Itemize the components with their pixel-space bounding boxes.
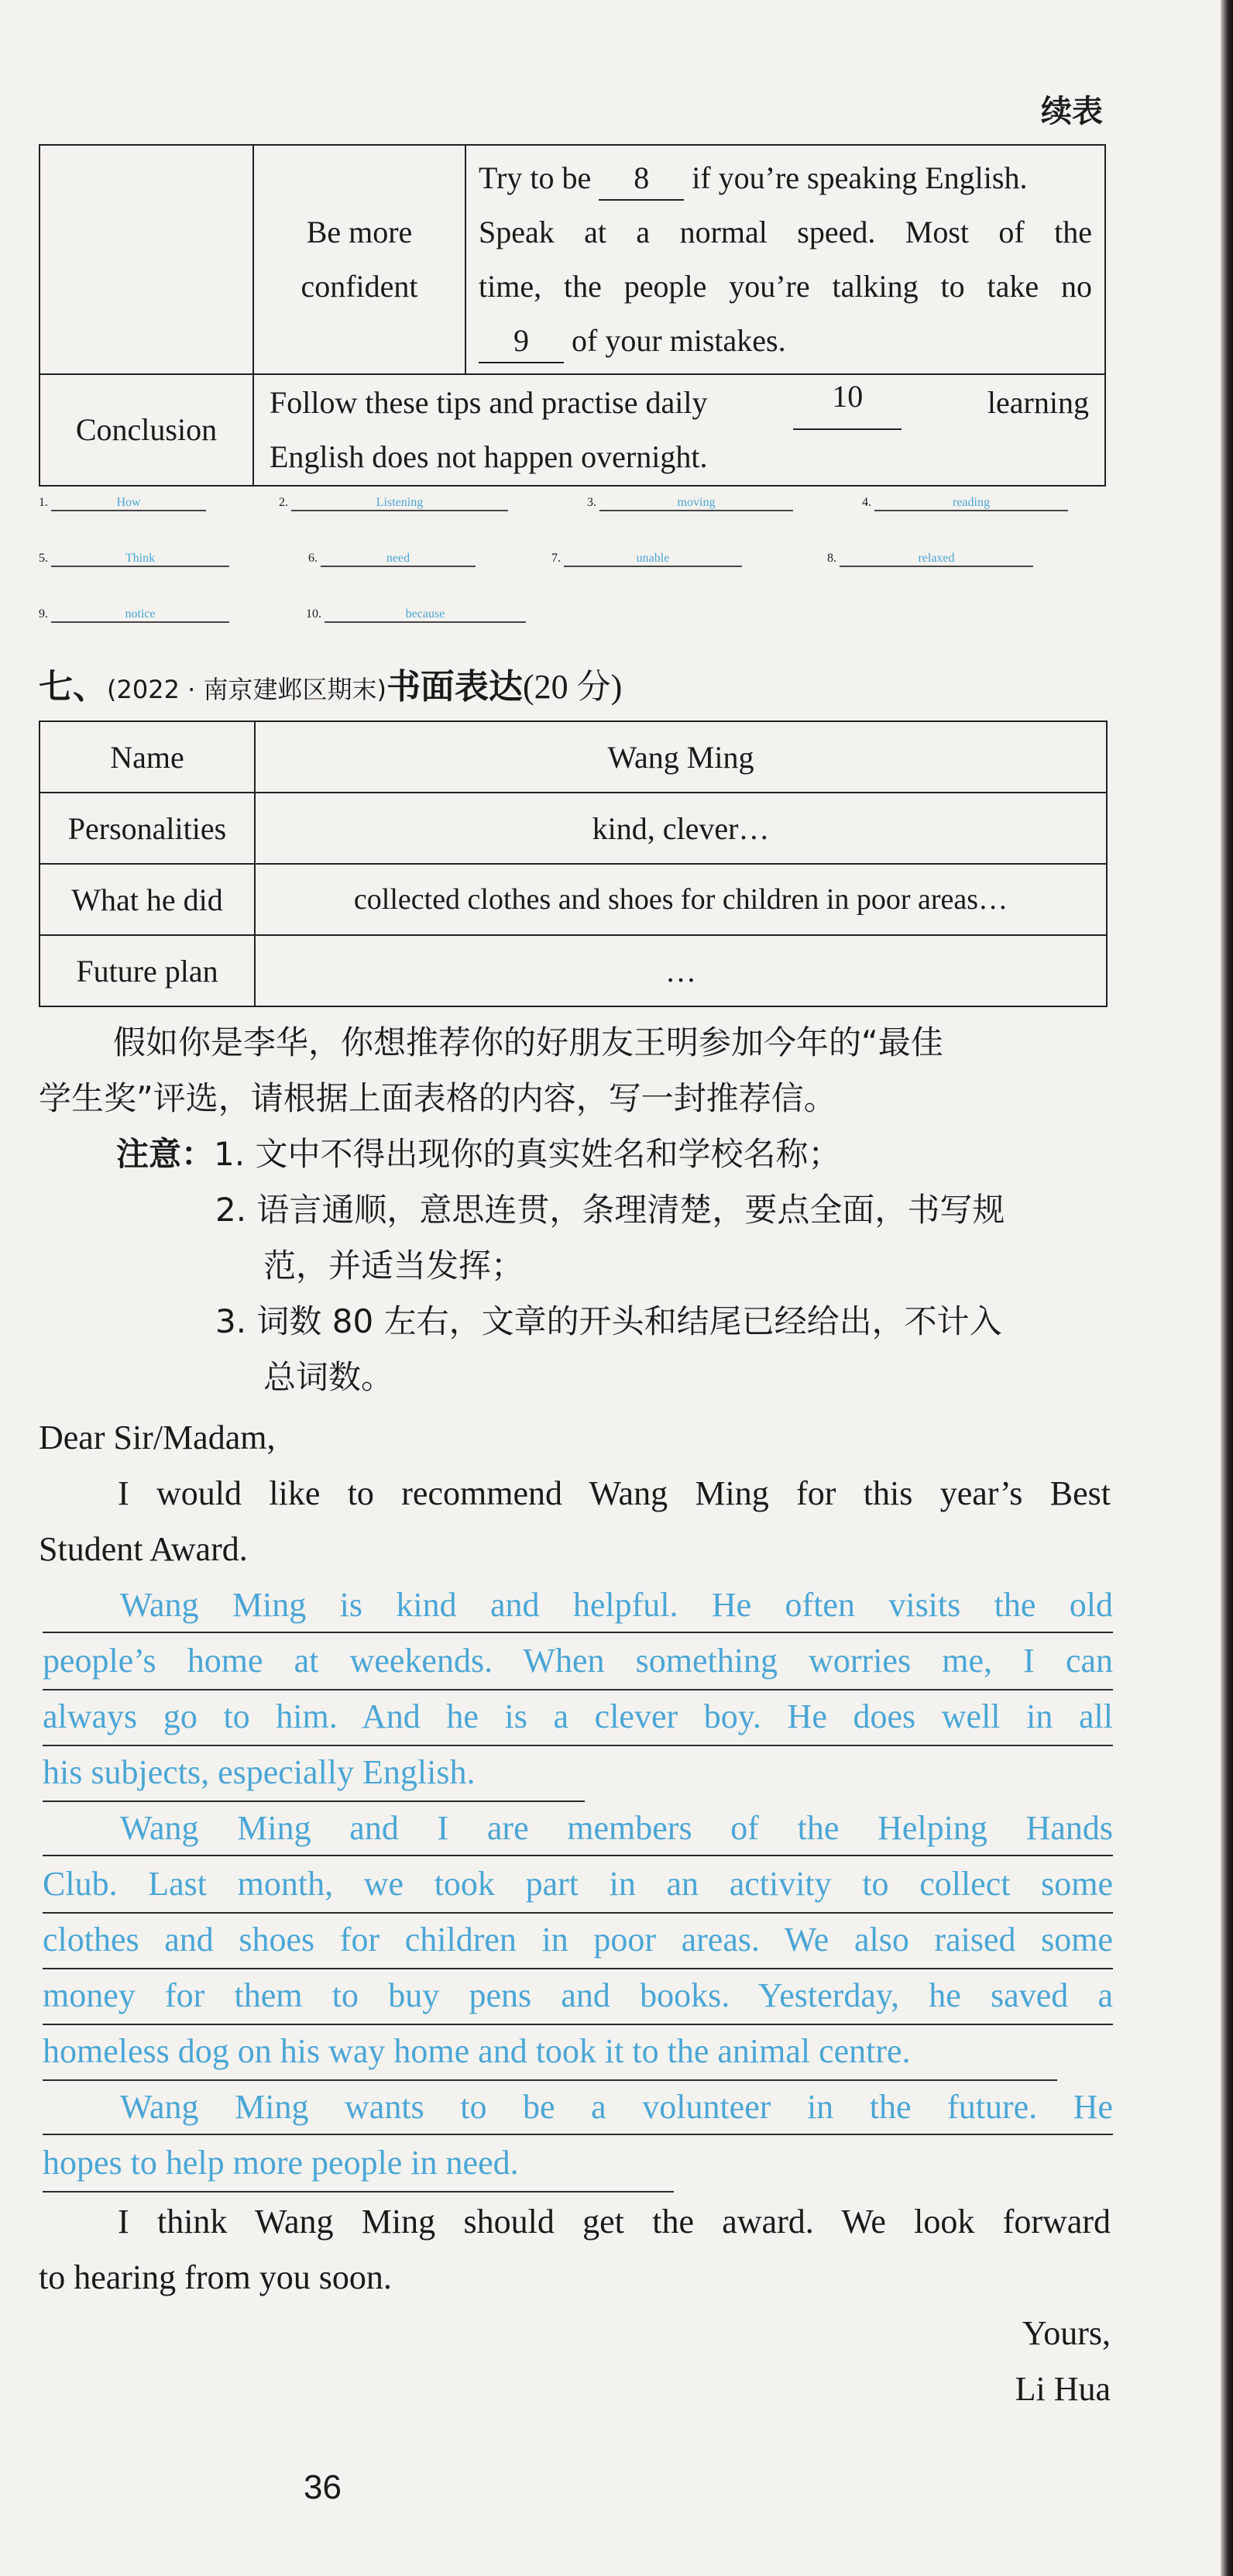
row-key: Future plan bbox=[39, 935, 255, 1006]
table-row bbox=[39, 145, 1105, 374]
row-heading-confident: Be more confident bbox=[253, 145, 465, 374]
letter-greeting: Dear Sir/Madam, bbox=[39, 1419, 276, 1457]
answer-2: 2. Listening bbox=[279, 496, 508, 511]
answer-line: Wang Ming and I are members of the Helping Hands bbox=[43, 1804, 1113, 1856]
answer-3: 3. moving bbox=[587, 496, 793, 511]
letter-intro: I would like to recommend Wang Ming for this year’s Best Student Award. bbox=[39, 1474, 1111, 1568]
tips-text-confident: Try to be 8 if you’re speaking English. Speak at a normal speed. Most of the time, the people you’re talking to take no 9 of your mistakes. bbox=[465, 145, 1105, 374]
page-number: 36 bbox=[304, 2468, 342, 2506]
answer-8: 8. relaxed bbox=[827, 552, 1033, 567]
page-edge-shadow bbox=[1221, 0, 1233, 2576]
answer-6: 6. need bbox=[308, 552, 476, 567]
row-key: Personalities bbox=[39, 793, 255, 864]
answer-5: 5. Think bbox=[39, 552, 229, 567]
table-row bbox=[39, 935, 1107, 1006]
answer-line: people’s home at weekends. When something worries me, I can bbox=[43, 1636, 1113, 1690]
row-value: kind, clever… bbox=[255, 793, 1107, 864]
answer-1: 1. How bbox=[39, 496, 206, 511]
row-key: What he did bbox=[39, 864, 255, 935]
row-value: collected clothes and shoes for children in poor areas… bbox=[255, 864, 1107, 935]
continued-label: 续表 bbox=[1041, 94, 1103, 129]
answer-line: Club. Last month, we took part in an activity to collect some bbox=[43, 1859, 1113, 1914]
answer-line: hopes to help more people in need. bbox=[43, 2138, 674, 2193]
answer-4: 4. reading bbox=[862, 496, 1068, 511]
answer-7: 7. unable bbox=[551, 552, 742, 567]
info-table bbox=[39, 721, 1108, 1007]
row-value: … bbox=[255, 935, 1107, 1006]
answer-line: Wang Ming wants to be a volunteer in the future. He bbox=[43, 2082, 1113, 2135]
table-row bbox=[39, 721, 1107, 793]
writing-prompt: 假如你是李华，你想推荐你的好朋友王明参加今年的“最佳 学生奖”评选，请根据上面表格的内容，写一封推荐信。 注意：1. 文中不得出现你的真实姓名和学校名称； 2. 语言通顺，意思连贯，条理清楚，要点全面，书写规 范，并适当发挥； 3. 词数 80 左右，文章的开头和结尾已经给出，不计入 总词数。 bbox=[39, 1023, 1005, 1396]
answer-10: 10. because bbox=[306, 607, 526, 623]
answer-9: 9. notice bbox=[39, 607, 229, 623]
table-row bbox=[39, 374, 1105, 486]
table-row bbox=[39, 864, 1107, 935]
empty-cell bbox=[39, 145, 253, 374]
blank-9: 9 bbox=[479, 320, 564, 363]
row-heading-conclusion: Conclusion bbox=[39, 374, 253, 486]
blank-8: 8 bbox=[599, 157, 684, 201]
answer-line: always go to him. And he is a clever boy. He does well in all bbox=[43, 1692, 1113, 1746]
answer-line: money for them to buy pens and books. Yesterday, he saved a bbox=[43, 1971, 1113, 2025]
answer-line: Wang Ming is kind and helpful. He often visits the old bbox=[43, 1580, 1113, 1633]
conclusion-text: Follow these tips and practise daily 10 learning English does not happen overnight. bbox=[253, 374, 1105, 486]
answer-line: homeless dog on his way home and took it to the animal centre. bbox=[43, 2027, 1057, 2081]
section-title: 七、(2022 · 南京建邺区期末)书面表达(20 分) bbox=[39, 667, 623, 707]
answer-line: clothes and shoes for children in poor areas. We also raised some bbox=[43, 1915, 1113, 1969]
answer-line: his subjects, especially English. bbox=[43, 1748, 585, 1802]
blank-10: 10 bbox=[793, 376, 902, 430]
letter-closing: I think Wang Ming should get the award. We look forward to hearing from you soon. bbox=[39, 2203, 1111, 2296]
header-value: Wang Ming bbox=[255, 721, 1107, 793]
table-row bbox=[39, 793, 1107, 864]
tips-table bbox=[39, 144, 1106, 487]
header-name: Name bbox=[39, 721, 255, 793]
letter-signoff: Yours, Li Hua bbox=[1015, 2314, 1111, 2408]
